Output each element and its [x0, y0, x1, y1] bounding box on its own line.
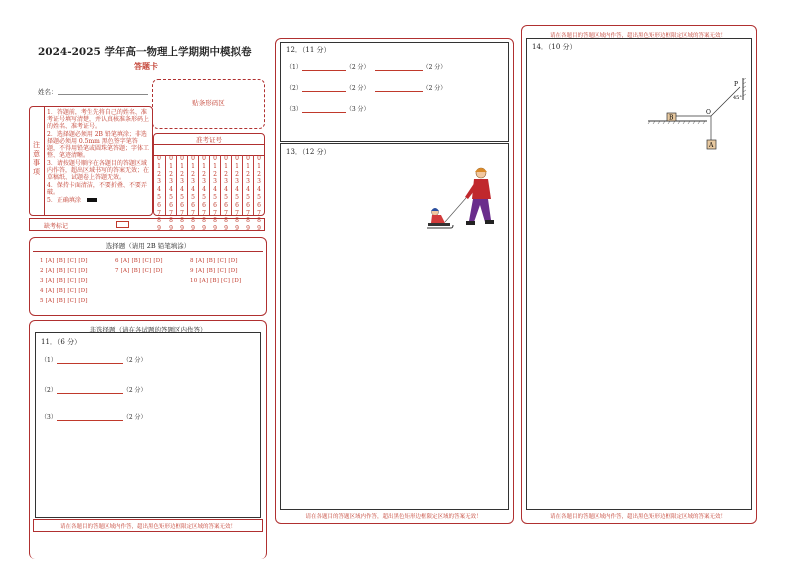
admission-digit-column	[187, 155, 198, 233]
admission-digit-bubble[interactable]: 8	[246, 217, 250, 225]
admission-digit-bubble[interactable]: 2	[202, 170, 206, 178]
admission-digit-bubble[interactable]: 1	[235, 162, 239, 170]
choice-item[interactable]: 10 [A] [B] [C] [D]	[190, 278, 242, 284]
admission-digit-bubble[interactable]: 5	[213, 193, 217, 201]
admission-digit-bubble[interactable]: 5	[246, 193, 250, 201]
admission-digit-bubble[interactable]: 3	[157, 178, 161, 186]
q12-answer-blank[interactable]	[302, 112, 346, 113]
admission-digit-column	[231, 155, 242, 233]
q13-sled-illustration	[425, 165, 505, 240]
admission-digit-bubble[interactable]: 5	[180, 193, 184, 201]
admission-digit-bubble[interactable]: 4	[157, 186, 161, 194]
admission-digit-bubble[interactable]: 5	[169, 193, 173, 201]
notice-item: 2．选择题必须用 2B 铅笔填涂；非选择题必须用 0.5mm 黑色签字笔答题，不得用铅笔或圆珠笔答题；字体工整、笔迹清晰。	[47, 131, 150, 159]
admission-digit-bubble[interactable]: 9	[257, 225, 261, 233]
admission-digit-column	[209, 155, 220, 233]
admission-digit-bubble[interactable]: 0	[202, 155, 206, 162]
admission-digit-bubble[interactable]: 2	[224, 170, 228, 178]
notice-box	[29, 106, 153, 216]
admission-digit-bubble[interactable]: 1	[157, 162, 161, 170]
admission-digit-bubble[interactable]: 4	[191, 186, 195, 194]
admission-digit-bubble[interactable]: 0	[169, 155, 173, 162]
admission-digit-bubble[interactable]: 5	[235, 193, 239, 201]
adult-boot-right	[485, 220, 494, 224]
admission-digit-columns	[154, 155, 264, 233]
block-a-label: A	[709, 142, 714, 149]
admission-digit-bubble[interactable]: 7	[235, 209, 239, 217]
q11-answer-blank[interactable]	[57, 420, 123, 421]
admission-digit-bubble[interactable]: 2	[246, 170, 250, 178]
fill-example-label: 5．正确填涂	[47, 197, 81, 204]
admission-digit-column	[154, 155, 164, 233]
right-top-warning-text: 请在各题目的答题区域内作答，超出黑色矩形边框限定区域的答案无效！	[549, 33, 726, 39]
admission-digit-column	[242, 155, 253, 233]
nonchoice-title: 非选择题（请在各试题的答题区内作答）	[89, 326, 207, 334]
admission-digit-bubble[interactable]: 6	[213, 201, 217, 209]
admission-digit-bubble[interactable]: 9	[202, 225, 206, 233]
q13-label: 13．（12 分）	[286, 148, 331, 156]
admission-digit-bubble[interactable]: 1	[169, 162, 173, 170]
admission-digit-bubble[interactable]: 4	[169, 186, 173, 194]
notice-item: 3．请按题号顺序在各题目的答题区域内作答，超出区域书写的答案无效；在草稿纸、试题卷上答题无效。	[47, 160, 150, 181]
admission-digit-bubble[interactable]: 9	[180, 225, 184, 233]
admission-digit-bubble[interactable]: 6	[169, 201, 173, 209]
admission-digit-bubble[interactable]: 8	[169, 217, 173, 225]
notice-label-cell	[30, 107, 45, 215]
admission-digit-bubble[interactable]: 2	[169, 170, 173, 178]
choice-item[interactable]: 8 [A] [B] [C] [D]	[190, 258, 238, 264]
choice-item[interactable]: 7 [A] [B] [C] [D]	[115, 268, 163, 274]
admission-digit-bubble[interactable]: 6	[157, 201, 161, 209]
admission-digit-bubble[interactable]: 0	[213, 155, 217, 162]
admission-digit-bubble[interactable]: 3	[224, 178, 228, 186]
admission-digit-bubble[interactable]: 7	[191, 209, 195, 217]
notice-item: 4．保持卡面清洁，不要折叠、不要弄破。	[47, 182, 147, 196]
admission-digit-bubble[interactable]: 5	[157, 193, 161, 201]
admission-digit-bubble[interactable]: 8	[202, 217, 206, 225]
admission-digit-bubble[interactable]: 3	[246, 178, 250, 186]
choice-item[interactable]: 4 [A] [B] [C] [D]	[40, 288, 88, 294]
admission-digit-bubble[interactable]: 6	[202, 201, 206, 209]
absent-label: 缺考标记	[44, 223, 69, 230]
choice-item[interactable]: 9 [A] [B] [C] [D]	[190, 268, 238, 274]
admission-digit-bubble[interactable]: 5	[191, 193, 195, 201]
admission-digit-bubble[interactable]: 7	[202, 209, 206, 217]
admission-digit-bubble[interactable]: 2	[257, 170, 261, 178]
admission-digit-bubble[interactable]: 8	[191, 217, 195, 225]
q14-pulley-diagram	[645, 78, 750, 153]
admission-digit-bubble[interactable]: 9	[157, 225, 161, 233]
admission-digit-column	[198, 155, 209, 233]
admission-digit-bubble[interactable]: 3	[213, 178, 217, 186]
adult-boot-left	[466, 221, 475, 225]
admission-digit-column	[176, 155, 187, 233]
admission-digit-bubble[interactable]: 7	[213, 209, 217, 217]
warning-text: 请在各题目的答题区域内作答，超出黑色矩形边框限定区域的答案无效！	[59, 524, 236, 530]
admission-digit-bubble[interactable]: 7	[180, 209, 184, 217]
admission-digit-bubble[interactable]: 2	[191, 170, 195, 178]
q11-row-num: （3）	[41, 414, 57, 421]
admission-digit-bubble[interactable]: 4	[246, 186, 250, 194]
admission-digit-bubble[interactable]: 8	[224, 217, 228, 225]
choice-item[interactable]: 5 [A] [B] [C] [D]	[40, 298, 88, 304]
q11-row-score: （2 分）	[122, 387, 147, 394]
barcode-label: 贴条形码区	[192, 99, 225, 107]
q14-label: 14．（10 分）	[532, 43, 577, 51]
admission-digit-bubble[interactable]: 1	[246, 162, 250, 170]
choice-title-rule	[33, 251, 263, 252]
adult-legs	[469, 199, 491, 222]
exam-title: 2024-2025 学年高一物理上学期期中模拟卷	[38, 46, 252, 58]
name-label: 姓名：	[38, 88, 58, 96]
admission-digit-bubble[interactable]: 6	[257, 201, 261, 209]
admission-digit-bubble[interactable]: 4	[224, 186, 228, 194]
child-body	[431, 215, 445, 223]
notice-label: 注意事项	[33, 141, 40, 176]
admission-digit-bubble[interactable]: 1	[257, 162, 261, 170]
q12-score: （2 分）	[345, 85, 370, 92]
admission-digit-bubble[interactable]: 6	[191, 201, 195, 209]
admission-digit-bubble[interactable]: 5	[202, 193, 206, 201]
choice-title: 选择题（请用 2B 铅笔填涂）	[105, 242, 191, 250]
admission-digit-bubble[interactable]: 8	[213, 217, 217, 225]
admission-digit-bubble[interactable]: 1	[202, 162, 206, 170]
admission-digit-bubble[interactable]: 0	[191, 155, 195, 162]
admission-digit-bubble[interactable]: 5	[257, 193, 261, 201]
admission-digit-bubble[interactable]: 7	[246, 209, 250, 217]
admission-digit-bubble[interactable]: 3	[257, 178, 261, 186]
admission-grid	[153, 133, 265, 233]
admission-digit-bubble[interactable]: 8	[157, 217, 161, 225]
notice-item-fill-example	[47, 197, 149, 204]
q12-answer-blank[interactable]	[302, 70, 346, 71]
q12-row	[286, 83, 446, 92]
admission-digit-bubble[interactable]: 6	[180, 201, 184, 209]
admission-digit-bubble[interactable]: 8	[180, 217, 184, 225]
admission-digit-bubble[interactable]: 9	[191, 225, 195, 233]
q11-label: 11．（6 分）	[41, 338, 82, 346]
rope-op	[711, 87, 740, 116]
choice-item[interactable]: 2 [A] [B] [C] [D]	[40, 268, 88, 274]
answer-sheet-subtitle: 答题卡	[134, 61, 158, 71]
absent-box	[29, 218, 265, 231]
admission-digit-bubble[interactable]: 1	[191, 162, 195, 170]
admission-digit-bubble[interactable]: 7	[169, 209, 173, 217]
name-field[interactable]	[58, 94, 148, 95]
admission-digit-column	[220, 155, 231, 233]
q12-score: （2 分）	[422, 85, 447, 92]
q12-answer-blank[interactable]	[302, 91, 346, 92]
sled	[428, 223, 450, 226]
admission-digit-bubble[interactable]: 5	[224, 193, 228, 201]
q11-row	[41, 385, 147, 394]
admission-digit-bubble[interactable]: 7	[157, 209, 161, 217]
admission-digit-bubble[interactable]: 0	[235, 155, 239, 162]
q11-row-score: （2 分）	[122, 414, 147, 421]
q12-label: 12．（11 分）	[286, 46, 331, 54]
admission-digit-column	[165, 155, 176, 233]
barcode-area	[152, 79, 265, 129]
admission-digit-bubble[interactable]: 0	[157, 155, 161, 162]
admission-digit-bubble[interactable]: 9	[246, 225, 250, 233]
q12-answer-blank[interactable]	[375, 91, 423, 92]
q11-warning-bar	[33, 519, 263, 532]
admission-digit-bubble[interactable]: 6	[235, 201, 239, 209]
admission-digit-bubble[interactable]: 0	[246, 155, 250, 162]
admission-digit-bubble[interactable]: 7	[257, 209, 261, 217]
filled-mark	[87, 198, 97, 202]
admission-digit-bubble[interactable]: 4	[213, 186, 217, 194]
admission-digit-bubble[interactable]: 9	[169, 225, 173, 233]
admission-digit-bubble[interactable]: 0	[180, 155, 184, 162]
notice-item: 1．答题前，考生先将自己的姓名、准考证号填写清楚，并认真核准条形码上的姓名、准考证号。	[47, 109, 150, 130]
admission-digit-bubble[interactable]: 9	[224, 225, 228, 233]
choice-section	[29, 237, 267, 316]
notice-items	[47, 109, 149, 204]
admission-digit-bubble[interactable]: 9	[213, 225, 217, 233]
admission-digit-bubble[interactable]: 4	[257, 186, 261, 194]
point-p-label: P	[734, 81, 739, 88]
admission-digit-bubble[interactable]: 2	[213, 170, 217, 178]
admission-digit-bubble[interactable]: 4	[180, 186, 184, 194]
admission-digit-bubble[interactable]: 0	[257, 155, 261, 162]
q12-box	[280, 42, 509, 142]
middle-warning-text: 请在各题目的答题区域内作答，超出黑色矩形边框限定区域的答案无效！	[305, 514, 482, 520]
admission-digit-bubble[interactable]: 3	[191, 178, 195, 186]
q11-row-num: （2）	[41, 387, 57, 394]
admission-digit-bubble[interactable]: 8	[257, 217, 261, 225]
q11-row-score: （2 分）	[122, 357, 147, 364]
admission-digit-bubble[interactable]: 1	[213, 162, 217, 170]
admission-digit-bubble[interactable]: 3	[169, 178, 173, 186]
admission-digit-bubble[interactable]: 3	[202, 178, 206, 186]
q12-score: （2 分）	[345, 64, 370, 71]
admission-digit-bubble[interactable]: 2	[157, 170, 161, 178]
admission-digit-bubble[interactable]: 4	[202, 186, 206, 194]
absent-checkbox[interactable]	[116, 221, 129, 228]
angle-label: 45°	[733, 95, 742, 101]
admission-digit-bubble[interactable]: 8	[235, 217, 239, 225]
block-b-label: B	[669, 114, 674, 122]
admission-digit-bubble[interactable]: 3	[235, 178, 239, 186]
admission-digit-bubble[interactable]: 6	[224, 201, 228, 209]
admission-digit-bubble[interactable]: 0	[224, 155, 228, 162]
q12-answer-blank[interactable]	[375, 70, 423, 71]
q12-row-num: （1）	[286, 64, 302, 71]
q12-row	[286, 62, 446, 71]
q11-row	[41, 412, 147, 421]
admission-digit-column	[253, 155, 264, 233]
q12-row	[286, 104, 370, 113]
q11-answer-blank[interactable]	[57, 363, 123, 364]
q11-answer-blank[interactable]	[57, 393, 123, 394]
q11-row	[41, 355, 147, 364]
admission-digit-bubble[interactable]: 9	[235, 225, 239, 233]
choice-item[interactable]: 3 [A] [B] [C] [D]	[40, 278, 88, 284]
q11-row-num: （1）	[41, 357, 57, 364]
admission-digit-bubble[interactable]: 1	[180, 162, 184, 170]
point-o-label: O	[706, 109, 711, 116]
choice-item[interactable]: 6 [A] [B] [C] [D]	[115, 258, 163, 264]
choice-item[interactable]: 1 [A] [B] [C] [D]	[40, 258, 88, 264]
admission-label: 准考证号	[196, 136, 222, 144]
admission-digit-bubble[interactable]: 2	[235, 170, 239, 178]
child-hat	[431, 208, 439, 211]
right-bottom-warning-text: 请在各题目的答题区域内作答，超出黑色矩形边框限定区域的答案无效！	[549, 514, 726, 520]
admission-digit-bubble[interactable]: 1	[224, 162, 228, 170]
q12-row-num: （3）	[286, 106, 302, 113]
admission-digit-bubble[interactable]: 6	[246, 201, 250, 209]
admission-digit-bubble[interactable]: 2	[180, 170, 184, 178]
adult-hat	[475, 168, 487, 172]
q12-row-num: （2）	[286, 85, 302, 92]
q12-score: （2 分）	[422, 64, 447, 71]
admission-digit-bubble[interactable]: 7	[224, 209, 228, 217]
sled-rope	[445, 198, 466, 222]
admission-digit-bubble[interactable]: 3	[180, 178, 184, 186]
admission-digit-bubble[interactable]: 4	[235, 186, 239, 194]
q12-score: （3 分）	[345, 106, 370, 113]
